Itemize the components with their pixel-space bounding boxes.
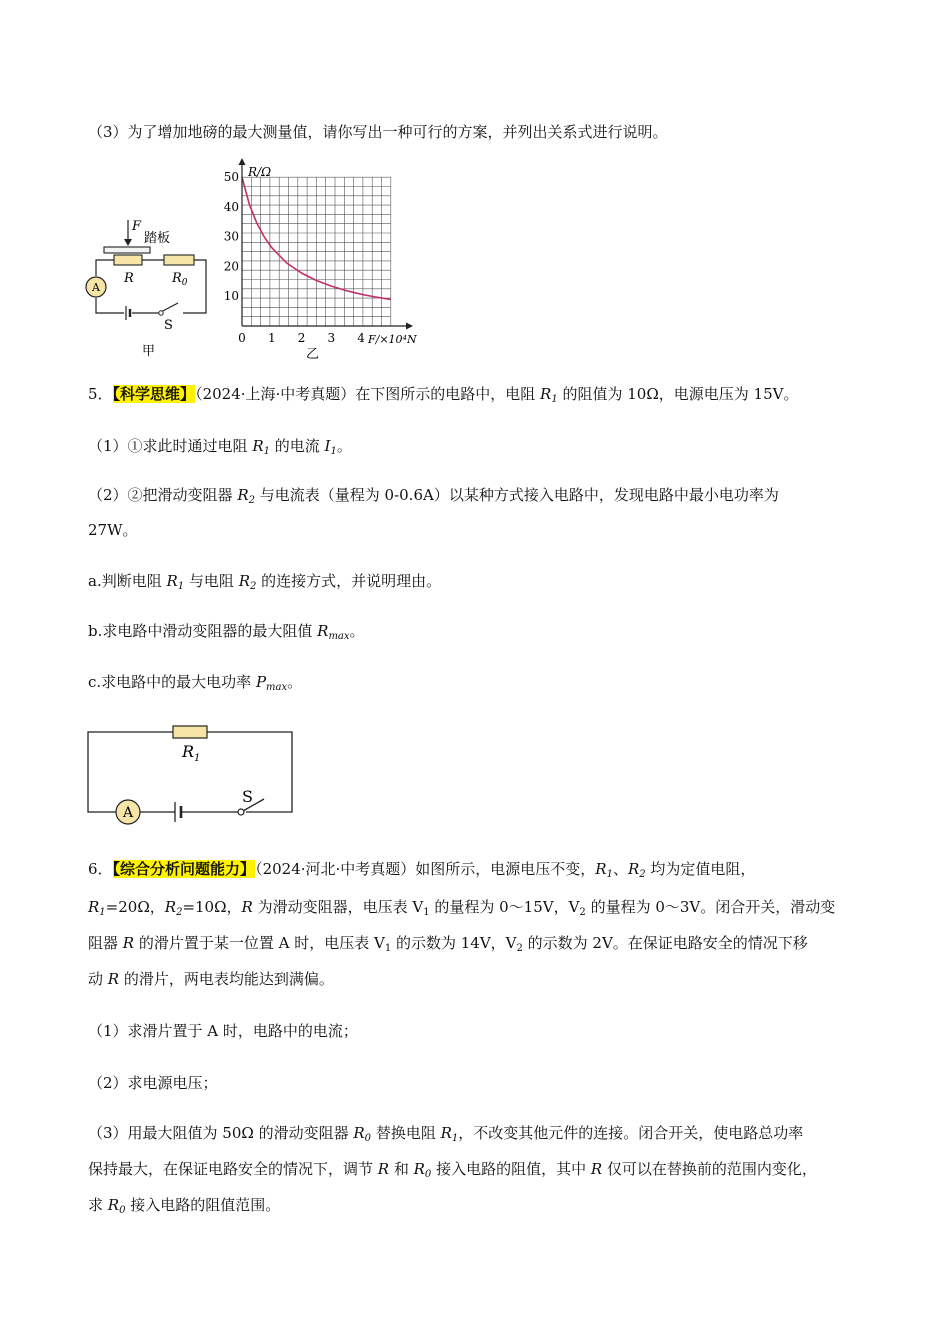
q6-tag: 【综合分析问题能力】 (112, 860, 256, 878)
pedal-board (104, 247, 150, 253)
q6-part2: （2）求电源电压； (88, 1074, 218, 1092)
y-axis-label: R/Ω (248, 165, 272, 179)
q5-part-a: a.判断电阻 $R_1$ 与电阻 $R_2$ 的连接方式，并说明理由。 (88, 572, 442, 592)
q5-part-c: c.求电路中的最大电功率 $P_{max}$。 (88, 673, 303, 693)
circuit-figure-q5 (80, 722, 300, 830)
y-tick-label: 10 (223, 289, 239, 304)
q6-line3: 阻器 R 的滑片置于某一位置 A 时，电压表 $V_1$ 的示数为 14V，$V_2$ 的示数为 2V。在保证电路安全的情况下移 (88, 934, 808, 954)
x-tick-label: 3 (327, 331, 336, 345)
x-axis-label: F/×10⁴N (368, 333, 417, 346)
resistor-r (114, 255, 142, 265)
svg-text:F: F (132, 219, 142, 234)
q5-tag: 【科学思维】 (112, 385, 196, 403)
svg-text:S: S (242, 787, 253, 806)
svg-text:S: S (164, 318, 173, 333)
svg-text:R: R (124, 271, 134, 286)
svg-text:R0: $R_0$ (172, 271, 188, 288)
force-arrow-icon (124, 239, 132, 246)
y-tick-label: 30 (223, 229, 239, 244)
x-tick-label: 0 (238, 331, 246, 345)
q6-part3-line3: 求 $R_0$ 接入电路的阻值范围。 (88, 1196, 281, 1216)
svg-text:R1: $R_1$ (182, 742, 201, 764)
resistor-r1 (173, 726, 207, 738)
x-tick-label: 1 (267, 331, 276, 345)
resistor-r0 (164, 255, 194, 265)
q5-part2-cont: 27W。 (88, 521, 138, 539)
q6-part3: （3）用最大阻值为 50Ω 的滑动变阻器 $R_0$ 替换电阻 $R_1$，不改变其他元件的连接。闭合开关，使电路总功率 (88, 1124, 804, 1144)
q6-heading: 6．【综合分析问题能力】（2024·河北·中考真题）如图所示，电源电压不变，$R_1$、$R_2$ 均为定值电阻， (88, 860, 756, 880)
svg-text:A: A (92, 281, 100, 294)
svg-text:甲: 甲 (142, 344, 156, 359)
q6-part1: （1）求滑片置于 A 时，电路中的电流； (88, 1022, 358, 1040)
q6-line4: 动 R 的滑片，两电表均能达到满偏。 (88, 970, 334, 988)
q5-part-b: b.求电路中滑动变阻器的最大阻值 $R_{max}$。 (88, 622, 365, 642)
svg-text:A: A (122, 805, 134, 821)
y-tick-label: 50 (223, 170, 239, 185)
resistance-force-chart (220, 158, 430, 363)
svg-text:踏板: 踏板 (144, 231, 171, 246)
q5-part1: （1）①求此时通过电阻 $R_1$ 的电流 $I_1$。 (88, 437, 352, 457)
q6-part3-line2: 保持最大，在保证电路安全的情况下，调节 R 和 $R_0$ 接入电路的阻值，其中 R 仅可以在替换前的范围内变化， (88, 1160, 817, 1180)
figure-caption-yi: 乙 (306, 347, 320, 362)
circuit-figure-jia (80, 210, 220, 360)
q6-line2: $R_1=20\Omega$，$R_2=10\Omega$，R 为滑动变阻器，电压表 $V_1$ 的量程为 0～15V，$V_2$ 的量程为 0～3V。闭合开关，滑动变 (88, 898, 836, 918)
y-tick-label: 20 (223, 259, 239, 274)
q5-part2: （2）②把滑动变阻器 $R_2$ 与电流表（量程为 0-0.6A）以某种方式接入电路中，发现电路中最小电功率为 (88, 486, 779, 506)
q5-heading: 5．【科学思维】（2024·上海·中考真题）在下图所示的电路中，电阻 $R_1$ 的阻值为 10Ω，电源电压为 15V。 (88, 385, 799, 405)
y-axis-arrow-icon (239, 158, 246, 165)
q4-part3-text: （3）为了增加地磅的最大测量值，请你写出一种可行的方案，并列出关系式进行说明。 (88, 123, 668, 141)
x-tick-label: 2 (297, 331, 306, 345)
y-tick-label: 40 (223, 199, 239, 214)
x-tick-label: 4 (357, 331, 365, 345)
x-axis-arrow-icon (406, 323, 413, 330)
